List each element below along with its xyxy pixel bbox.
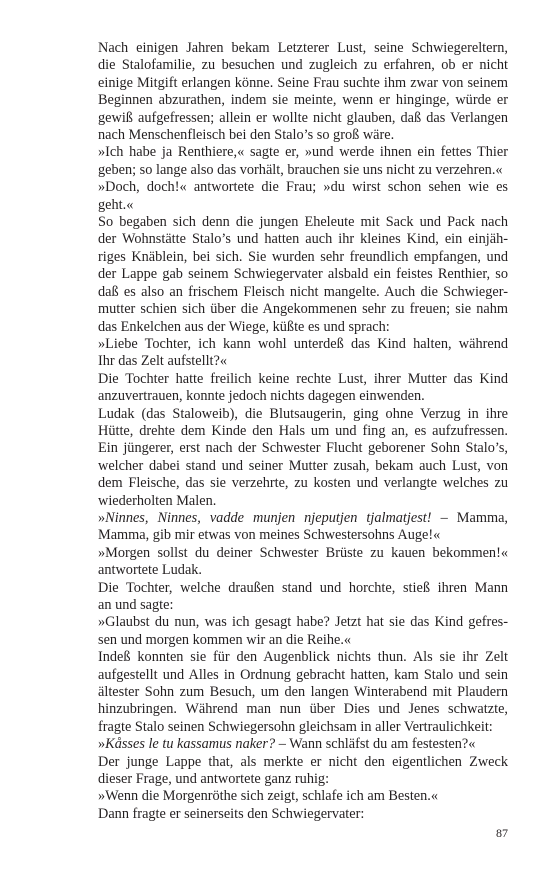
text-run: – Wann schläfst du am festesten?« (275, 736, 476, 753)
text-line (83, 284, 508, 301)
text-line (83, 649, 508, 666)
text-line (83, 179, 508, 196)
text-run: »Wenn die Morgenröthe sich zeigt, schlafe ich am Besten.« (98, 788, 439, 805)
text-line (83, 440, 508, 457)
text-run: fragte Stalo seinen Schwiegersohn gleichsam in aller Vertraulichkeit: (98, 718, 493, 735)
text-line (83, 527, 508, 544)
paragraph (83, 406, 508, 510)
text-run: welcher dabei stand und seiner Mutter zusah, bekam auch Lust, von (98, 457, 508, 474)
text-line (83, 423, 508, 440)
text-run: – Mamma, (431, 509, 508, 526)
text-run: gewiß aufgefressen; allein er wollte nicht glauben, daß das Verlangen (98, 109, 508, 126)
text-line (83, 319, 508, 336)
text-run: hinzubringen. Während man nun über Dies und Jenes schwatzte, (98, 701, 508, 718)
text-line (83, 214, 508, 231)
text-run: Nach einigen Jahren bekam Letzterer Lust, seine Schwiegereltern, (98, 40, 508, 56)
text-run: mutter schien sich über die Angekommenen sehr zu freuen; sie nahm (98, 301, 508, 318)
text-run: So begaben sich denn die jungen Eheleute mit Sack und Pack nach (98, 214, 508, 231)
text-line (83, 719, 508, 736)
paragraph (83, 545, 508, 580)
text-run: geht.« (98, 196, 134, 213)
text-line (83, 197, 508, 214)
text-run: daß es also an frischem Fleisch nicht mangelte. Auch die Schwieger- (98, 283, 508, 300)
text-run: »Glaubst du nun, was ich gesagt habe? Jetzt hat sie das Kind gefres- (98, 614, 508, 631)
text-line (83, 388, 508, 405)
text-line (83, 266, 508, 283)
text-line (83, 353, 508, 370)
page-number: 87 (496, 826, 508, 840)
text-run: sen und morgen kommen wir an die Reihe.« (98, 631, 352, 648)
paragraph (83, 580, 508, 615)
text-run: anzuvertrauen, konnte jedoch nichts dagegen einwenden. (98, 388, 425, 405)
text-line (83, 458, 508, 475)
text-run: aufgestellt und Alles in Ordnung gebracht hatten, kam Stalo und sein (98, 666, 508, 683)
text-run: Ein jüngerer, erst nach der Schwester Flucht geborener Sohn Stalo’s, (98, 440, 508, 457)
paragraph (83, 214, 508, 336)
text-line (83, 75, 508, 92)
text-run: nach Menschenfleisch bei den Stalo’s so groß wäre. (98, 127, 395, 144)
text-line (83, 614, 508, 631)
text-line (83, 57, 508, 74)
paragraph (83, 788, 508, 805)
text-line (83, 127, 508, 144)
italic-text: Ninnes, Ninnes, vadde munjen njeputjen tjalmatjest! (105, 509, 432, 526)
text-run: Ihr das Zelt aufstellt?« (98, 353, 228, 370)
text-run: » (98, 509, 106, 526)
text-run: Die Tochter hatte freilich keine rechte Lust, ihrer Mutter das Kind (98, 370, 508, 387)
text-line (83, 510, 508, 527)
text-run: die Stalofamilie, zu besuchen und zugleich zu erfahren, ob er nicht (98, 57, 508, 74)
text-line (83, 597, 508, 614)
text-line (83, 40, 508, 57)
text-line (83, 336, 508, 353)
text-run: Dann fragte er seinerseits den Schwiegervater: (98, 805, 365, 822)
paragraph (83, 144, 508, 179)
text-run: Die Tochter, welche draußen stand und horchte, stieß ihren Mann (98, 579, 508, 596)
text-run: geben; so lange also das vorhält, brauchen sie uns nicht zu verzehren.« (98, 161, 503, 178)
paragraph (83, 179, 508, 214)
text-run: Mamma, gib mir etwas von meines Schwestersohns Auge!« (98, 527, 441, 544)
text-line (83, 249, 508, 266)
text-line (83, 771, 508, 788)
text-line (83, 684, 508, 701)
text-line (83, 231, 508, 248)
text-line (83, 475, 508, 492)
text-line (83, 144, 508, 161)
text-run: » (98, 736, 106, 753)
text-run: Ludak (das Staloweib), die Blutsaugerin, ging ohne Verzug in ihre (98, 405, 508, 422)
paragraph (83, 649, 508, 736)
paragraph (83, 510, 508, 545)
text-line (83, 754, 508, 771)
text-run: riges Knäblein, bei sich. Sie wurden sehr freundlich empfangen, und (98, 248, 508, 265)
text-line (83, 92, 508, 109)
text-run: antwortete Ludak. (98, 562, 203, 579)
italic-text: Kåsses le tu kassamus naker? (105, 736, 276, 753)
paragraph (83, 754, 508, 789)
text-line (83, 632, 508, 649)
body-text (83, 40, 508, 823)
text-run: einige Mitgift erlangen könne. Seine Frau suchte ihm zwar von seinem (98, 74, 508, 91)
text-line (83, 580, 508, 597)
paragraph (83, 371, 508, 406)
text-line (83, 110, 508, 127)
text-line (83, 806, 508, 823)
text-run: Indeß konnten sie für den Augenblick nichts thun. Als sie ihr Zelt (98, 649, 508, 666)
text-line (83, 667, 508, 684)
text-run: »Ich habe ja Renthiere,« sagte er, »und werde ihnen ein fettes Thier (98, 144, 508, 161)
text-run: an und sagte: (98, 597, 174, 613)
text-line (83, 493, 508, 510)
text-line (83, 562, 508, 579)
paragraph (83, 806, 508, 823)
text-run: ältester Sohn zum Besuch, um den langen Winterabend mit Plaudern (98, 684, 508, 701)
text-line (83, 736, 508, 753)
text-line (83, 701, 508, 718)
text-run: das Enkelchen aus der Wiege, küßte es und sprach: (98, 318, 390, 335)
text-run: »Liebe Tochter, ich kann wohl unterdeß das Kind halten, während (98, 335, 508, 352)
text-run: der Wohnstätte Stalo’s und hatten auch ihr kleines Kind, ein einjäh- (98, 231, 508, 248)
paragraph (83, 614, 508, 649)
text-line (83, 301, 508, 318)
paragraph (83, 40, 508, 144)
text-run: Beginnen abzurathen, indem sie meinte, wenn er hinginge, würde er (98, 92, 508, 109)
text-line (83, 788, 508, 805)
text-run: dieser Frage, und antwortete ganz ruhig: (98, 771, 330, 788)
text-run: dem Fleische, das sie verzehrte, zu kosten und verlangte welches zu (98, 475, 508, 492)
text-run: Hütte, drehte dem Kinde den Hals um und fing an, es aufzufressen. (98, 422, 508, 439)
text-line (83, 162, 508, 179)
text-line (83, 545, 508, 562)
text-run: der Lappe gab seinem Schwiegervater alsbald ein feistes Renthier, so (98, 266, 508, 283)
text-run: »Doch, doch!« antwortete die Frau; »du wirst schon sehen wie es (98, 179, 508, 196)
paragraph (83, 736, 508, 753)
text-run: Der junge Lappe that, als merkte er nicht den eigentlichen Zweck (98, 753, 508, 770)
text-run: »Morgen sollst du deiner Schwester Brüste zu kauen bekommen!« (98, 544, 508, 561)
text-line (83, 406, 508, 423)
text-line (83, 371, 508, 388)
text-run: wiederholten Malen. (98, 492, 217, 509)
paragraph (83, 336, 508, 371)
